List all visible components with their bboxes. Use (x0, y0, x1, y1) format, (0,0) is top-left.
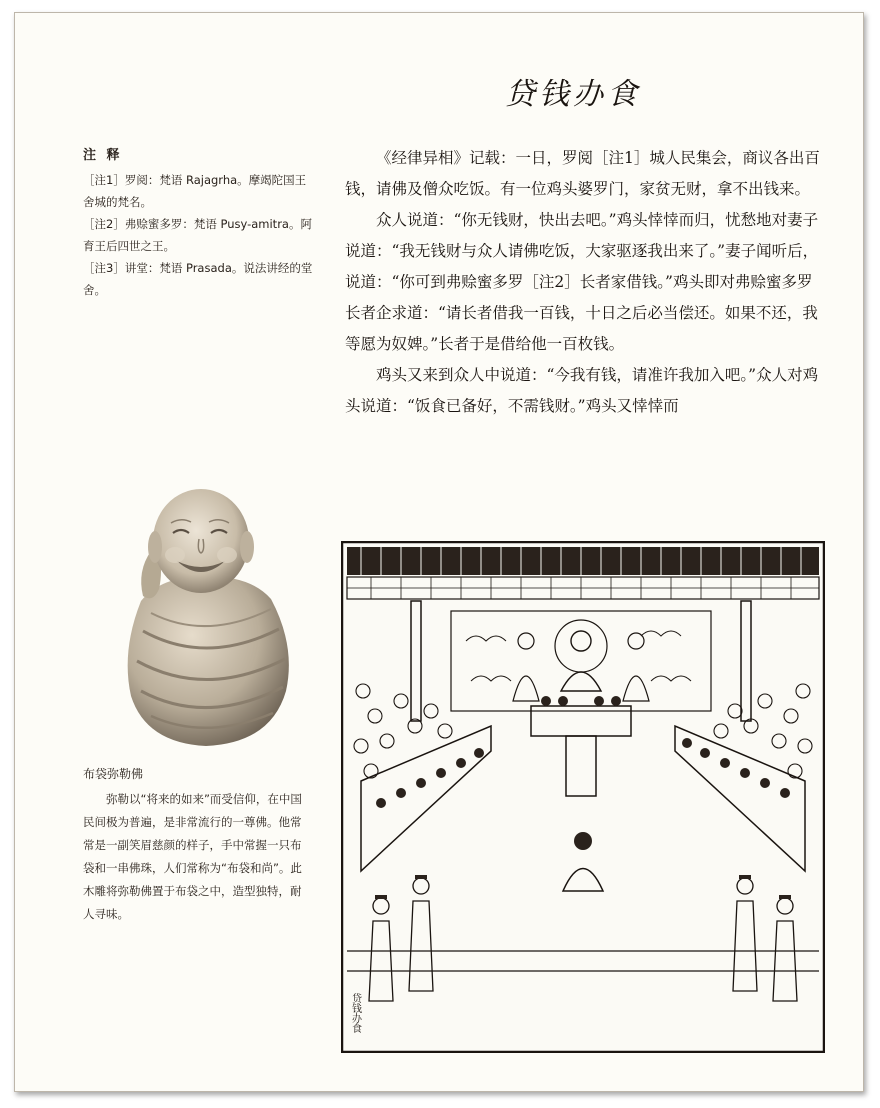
paragraph-2: 众人说道：“你无钱财，快出去吧。”鸡头悻悻而归，忧愁地对妻子说道：“我无钱财与众人请佛吃饭，大家驱逐我出来了。”妻子闻听后，说道：“你可到弗赊蜜多罗［注2］长者家借钱。”鸡头即对弗赊蜜多罗长者企求道：“请长者借我一百钱，十日之后必当偿还。如果不还，我等愿为奴婢。”长者于是借给他一百枚钱。 (345, 211, 819, 353)
notes-section (83, 145, 313, 301)
note-item-1: ［注1］罗阅：梵语 Rajagrha。摩竭陀国王舍城的梵名。 (83, 173, 307, 209)
caption-body: 弥勒以“将来的如来”而受信仰，在中国民间极为普遍，是非常流行的一尊佛。他常常是一副笑眉慈颜的样子，手中常握一只布袋和一串佛珠，人们常称为“布袋和尚”。此木雕将弥勒佛置于布袋之中，造型独特，耐人寻味。 (83, 792, 302, 921)
main-text (345, 143, 825, 422)
note-item-2: ［注2］弗赊蜜多罗：梵语 Pusy-amitra。阿育王后四世之王。 (83, 217, 312, 253)
note-item-3: ［注3］讲堂：梵语 Prasada。说法讲经的堂舍。 (83, 261, 313, 297)
woodblock-illustration (341, 541, 825, 1053)
paragraph-1: 《经律异相》记载：一日，罗阅［注1］城人民集会，商议各出百钱，请佛及僧众吃饭。有一位鸡头婆罗门，家贫无财，拿不出钱来。 (345, 149, 820, 198)
caption-title: 布袋弥勒佛 (83, 767, 144, 781)
page-title: 贷钱办食 (505, 77, 641, 112)
illustration-seal: 贷钱办食 (349, 993, 361, 1033)
notes-heading: 注 释 (83, 148, 123, 163)
paragraph-3: 鸡头又来到众人中说道：“今我有钱，请准许我加入吧。”众人对鸡头说道：“饭食已备好，不需钱财。”鸡头又悻悻而 (345, 366, 819, 415)
statue-caption (83, 763, 309, 926)
page-frame (14, 12, 864, 1092)
maitreya-statue-image (111, 481, 301, 751)
